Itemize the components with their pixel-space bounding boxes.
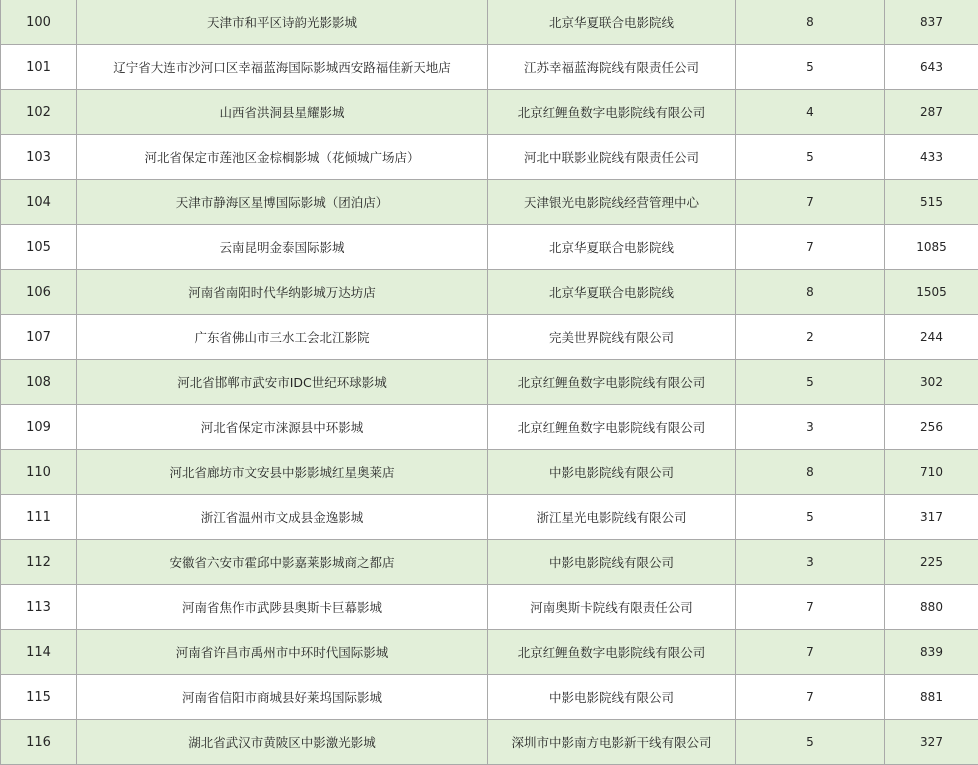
cinema-name-cell: 河南省信阳市商城县好莱坞国际影城	[77, 675, 488, 720]
row-index-cell: 111	[1, 495, 77, 540]
table-row	[1, 405, 978, 450]
circuit-name-cell: 中影电影院线有限公司	[488, 450, 736, 495]
seat-count-cell: 1085	[885, 225, 978, 270]
circuit-name-cell: 河北中联影业院线有限责任公司	[488, 135, 736, 180]
row-index-cell: 100	[1, 0, 77, 45]
cinema-name-cell: 山西省洪洞县星耀影城	[77, 90, 488, 135]
seat-count-cell: 881	[885, 675, 978, 720]
table-row	[1, 450, 978, 495]
cinema-name-cell: 浙江省温州市文成县金逸影城	[77, 495, 488, 540]
circuit-name-cell: 完美世界院线有限公司	[488, 315, 736, 360]
screen-count-cell: 5	[736, 45, 885, 90]
table-row	[1, 45, 978, 90]
row-index-cell: 102	[1, 90, 77, 135]
table-row	[1, 630, 978, 675]
seat-count-cell: 256	[885, 405, 978, 450]
row-index-cell: 115	[1, 675, 77, 720]
circuit-name-cell: 河南奥斯卡院线有限责任公司	[488, 585, 736, 630]
seat-count-cell: 643	[885, 45, 978, 90]
cinema-name-cell: 辽宁省大连市沙河口区幸福蓝海国际影城西安路福佳新天地店	[77, 45, 488, 90]
screen-count-cell: 8	[736, 450, 885, 495]
circuit-name-cell: 北京华夏联合电影院线	[488, 0, 736, 45]
row-index-cell: 108	[1, 360, 77, 405]
screen-count-cell: 5	[736, 495, 885, 540]
screen-count-cell: 3	[736, 540, 885, 585]
row-index-cell: 104	[1, 180, 77, 225]
circuit-name-cell: 北京红鲤鱼数字电影院线有限公司	[488, 630, 736, 675]
cinema-name-cell: 天津市和平区诗韵光影影城	[77, 0, 488, 45]
screen-count-cell: 5	[736, 360, 885, 405]
row-index-cell: 101	[1, 45, 77, 90]
circuit-name-cell: 北京红鲤鱼数字电影院线有限公司	[488, 90, 736, 135]
seat-count-cell: 880	[885, 585, 978, 630]
table-row	[1, 270, 978, 315]
seat-count-cell: 287	[885, 90, 978, 135]
seat-count-cell: 302	[885, 360, 978, 405]
screen-count-cell: 8	[736, 0, 885, 45]
screen-count-cell: 7	[736, 585, 885, 630]
screen-count-cell: 3	[736, 405, 885, 450]
circuit-name-cell: 北京华夏联合电影院线	[488, 225, 736, 270]
row-index-cell: 116	[1, 720, 77, 765]
cinema-name-cell: 安徽省六安市霍邱中影嘉莱影城商之都店	[77, 540, 488, 585]
cinema-name-cell: 天津市静海区星博国际影城（团泊店）	[77, 180, 488, 225]
row-index-cell: 114	[1, 630, 77, 675]
cinema-name-cell: 湖北省武汉市黄陂区中影激光影城	[77, 720, 488, 765]
seat-count-cell: 225	[885, 540, 978, 585]
table-row	[1, 540, 978, 585]
cinema-name-cell: 云南昆明金泰国际影城	[77, 225, 488, 270]
screen-count-cell: 2	[736, 315, 885, 360]
row-index-cell: 112	[1, 540, 77, 585]
screen-count-cell: 7	[736, 630, 885, 675]
screen-count-cell: 8	[736, 270, 885, 315]
cinema-name-cell: 河北省邯郸市武安市IDC世纪环球影城	[77, 360, 488, 405]
table-body	[1, 0, 978, 765]
seat-count-cell: 839	[885, 630, 978, 675]
seat-count-cell: 710	[885, 450, 978, 495]
row-index-cell: 109	[1, 405, 77, 450]
row-index-cell: 107	[1, 315, 77, 360]
screen-count-cell: 7	[736, 675, 885, 720]
cinema-name-cell: 河南省许昌市禹州市中环时代国际影城	[77, 630, 488, 675]
cinema-name-cell: 河南省南阳时代华纳影城万达坊店	[77, 270, 488, 315]
seat-count-cell: 327	[885, 720, 978, 765]
row-index-cell: 110	[1, 450, 77, 495]
row-index-cell: 106	[1, 270, 77, 315]
row-index-cell: 105	[1, 225, 77, 270]
table-row	[1, 720, 978, 765]
circuit-name-cell: 天津银光电影院线经营管理中心	[488, 180, 736, 225]
seat-count-cell: 317	[885, 495, 978, 540]
cinema-name-cell: 河北省保定市莲池区金棕榈影城（花倾城广场店）	[77, 135, 488, 180]
seat-count-cell: 244	[885, 315, 978, 360]
circuit-name-cell: 中影电影院线有限公司	[488, 675, 736, 720]
table-row	[1, 315, 978, 360]
circuit-name-cell: 北京红鲤鱼数字电影院线有限公司	[488, 360, 736, 405]
row-index-cell: 113	[1, 585, 77, 630]
row-index-cell: 103	[1, 135, 77, 180]
seat-count-cell: 433	[885, 135, 978, 180]
table-row	[1, 225, 978, 270]
table-row	[1, 495, 978, 540]
cinema-name-cell: 河北省保定市涞源县中环影城	[77, 405, 488, 450]
circuit-name-cell: 北京华夏联合电影院线	[488, 270, 736, 315]
seat-count-cell: 1505	[885, 270, 978, 315]
screen-count-cell: 5	[736, 720, 885, 765]
screen-count-cell: 7	[736, 225, 885, 270]
table-row	[1, 675, 978, 720]
table-row	[1, 135, 978, 180]
table-row	[1, 585, 978, 630]
cinema-name-cell: 广东省佛山市三水工会北江影院	[77, 315, 488, 360]
circuit-name-cell: 深圳市中影南方电影新干线有限公司	[488, 720, 736, 765]
cinema-name-cell: 河北省廊坊市文安县中影影城红星奥莱店	[77, 450, 488, 495]
seat-count-cell: 837	[885, 0, 978, 45]
table-row	[1, 180, 978, 225]
screen-count-cell: 7	[736, 180, 885, 225]
cinema-name-cell: 河南省焦作市武陟县奥斯卡巨幕影城	[77, 585, 488, 630]
screen-count-cell: 4	[736, 90, 885, 135]
seat-count-cell: 515	[885, 180, 978, 225]
circuit-name-cell: 北京红鲤鱼数字电影院线有限公司	[488, 405, 736, 450]
table-row	[1, 0, 978, 45]
table-row	[1, 360, 978, 405]
table-row	[1, 90, 978, 135]
circuit-name-cell: 浙江星光电影院线有限公司	[488, 495, 736, 540]
circuit-name-cell: 江苏幸福蓝海院线有限责任公司	[488, 45, 736, 90]
circuit-name-cell: 中影电影院线有限公司	[488, 540, 736, 585]
screen-count-cell: 5	[736, 135, 885, 180]
